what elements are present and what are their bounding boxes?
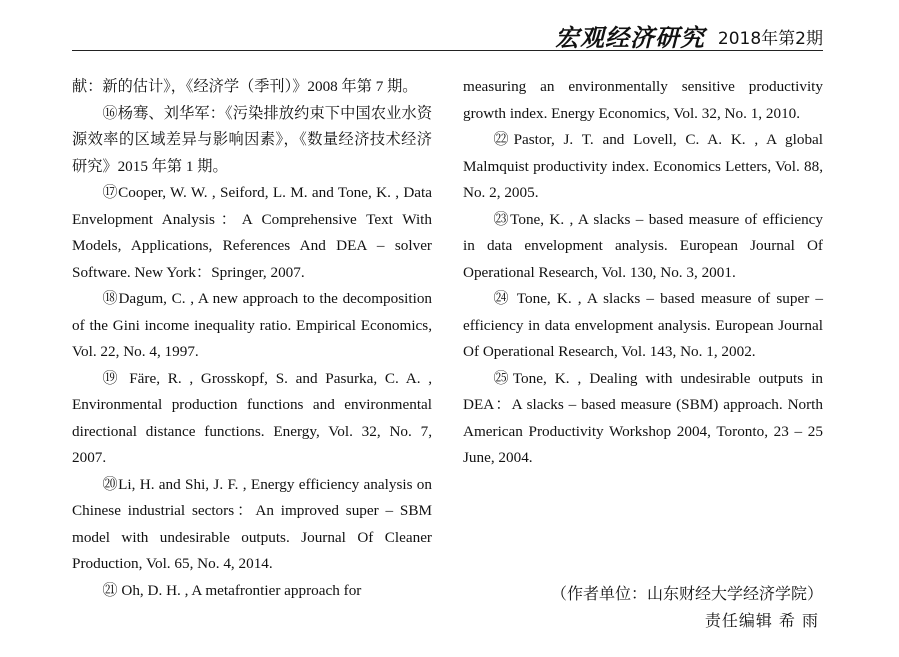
reference-number: ㉔ bbox=[493, 290, 511, 307]
reference-24 bbox=[463, 286, 823, 366]
reference-number: ⑰ bbox=[102, 184, 119, 201]
reference-text: Pastor, J. T. and Lovell, C. A. K. , A global Malmquist productivity index. Economics Letters, Vol. 88, No. 2, 2005. bbox=[463, 131, 824, 201]
responsible-editor: 责任编辑 希 雨 bbox=[704, 611, 819, 630]
right-column bbox=[463, 74, 823, 472]
reference-number: ⑱ bbox=[102, 290, 119, 307]
reference-number: ㉕ bbox=[493, 369, 513, 387]
reference-text: Li, H. and Shi, J. F. , Energy efficiency analysis on Chinese industrial sectors：An improved super – SBM model with undesirable outputs. Journal Of Cleaner Production, Vol. 65, No. 4, 2014. bbox=[72, 475, 432, 572]
reference-23 bbox=[463, 207, 823, 287]
reference-number: ㉒ bbox=[493, 131, 514, 148]
journal-title: 宏观经济研究 bbox=[555, 23, 705, 52]
reference-continuation: 献：新的估计》，《经济学（季刊）》2008 年第 7 期。 bbox=[72, 78, 418, 95]
reference-text: Färe, R. , Grosskopf, S. and Pasurka, C. A. , Environmental production functions and environmental directional distance functions. Energy, Vol. 32, No. 7, 2007. bbox=[72, 369, 433, 466]
reference-number: ⑳ bbox=[102, 475, 119, 493]
left-column bbox=[72, 74, 432, 604]
reference-text: Tone, K. , A slacks – based measure of efficiency in data envelopment analysis. European Journal Of Operational Research, Vol. 130, No. 3, 2001. bbox=[463, 210, 824, 281]
reference-number: ⑲ bbox=[102, 369, 122, 387]
reference-22 bbox=[463, 127, 823, 207]
reference-20 bbox=[72, 472, 432, 578]
reference-text: Tone, K. , Dealing with undesirable outputs in DEA：A slacks – based measure (SBM) approach. North American Productivity Workshop 2004, Toronto, 23 – 25 June, 2004. bbox=[463, 369, 824, 466]
reference-text: 杨骞、刘华军：《污染排放约束下中国农业水资源效率的区域差异与影响因素》，《数量经济技术经济研究》2015 年第 1 期。 bbox=[72, 104, 433, 175]
reference-18 bbox=[72, 286, 432, 366]
reference-text: Cooper, W. W. , Seiford, L. M. and Tone, K. , Data Envelopment Analysis：A Comprehensive Text With Models, Applications, References And DEA – solver Software. New York：Springer, 2007. bbox=[72, 184, 433, 281]
reference-text: Dagum, C. , A new approach to the decomposition of the Gini income inequality ratio. Empirical Economics, Vol. 22, No. 4, 1997. bbox=[72, 290, 433, 360]
reference-number: ⑯ bbox=[102, 104, 118, 122]
reference-number: ㉓ bbox=[493, 210, 511, 228]
reference-17 bbox=[72, 180, 432, 286]
reference-19 bbox=[72, 366, 432, 472]
author-affiliation: （作者单位：山东财经大学经济学院） bbox=[550, 584, 823, 603]
reference-16 bbox=[72, 101, 432, 181]
issue-number: 2018年第2期 bbox=[717, 29, 823, 49]
reference-number: ㉑ bbox=[102, 581, 118, 599]
reference-text: Tone, K. , A slacks – based measure of super – efficiency in data envelopment analysis. European Journal Of Operational Research, Vol. 143, No. 1, 2002. bbox=[463, 290, 823, 360]
reference-21 bbox=[72, 578, 432, 605]
page-header bbox=[72, 14, 823, 51]
reference-continuation: measuring an environmentally sensitive productivity growth index. Energy Economics, Vol. 32, No. 1, 2010. bbox=[463, 78, 823, 122]
reference-25 bbox=[463, 366, 823, 472]
article-footer bbox=[463, 580, 823, 634]
reference-text: Oh, D. H. , A metafrontier approach for bbox=[117, 581, 362, 599]
